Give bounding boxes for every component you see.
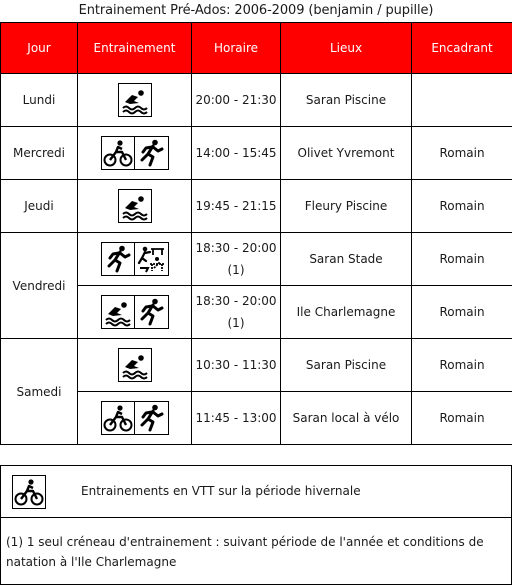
header-horaire: Horaire — [192, 23, 281, 74]
place-cell: Olivet Yvremont — [281, 127, 412, 180]
activity-cell — [78, 74, 192, 127]
athletics-icon — [135, 242, 169, 276]
time-footnote: (1) — [227, 263, 245, 277]
day-cell: Samedi — [1, 339, 78, 445]
bike-icon — [101, 401, 135, 435]
table-row — [1, 392, 512, 445]
activity-cell — [78, 233, 192, 286]
place-cell: Saran Piscine — [281, 339, 412, 392]
bike-icon — [12, 475, 46, 509]
table-row — [1, 286, 512, 339]
time-text: 19:45 - 21:15 — [195, 199, 277, 213]
table-row — [1, 127, 512, 180]
table-row — [1, 233, 512, 286]
time-cell — [192, 127, 281, 180]
time-text: 18:30 - 20:00 — [195, 294, 277, 308]
activity-cell — [78, 127, 192, 180]
time-cell — [192, 339, 281, 392]
place-cell: Fleury Piscine — [281, 180, 412, 233]
time-cell — [192, 392, 281, 445]
day-cell: Vendredi — [1, 233, 78, 339]
place-cell: Ile Charlemagne — [281, 286, 412, 339]
activity-cell — [78, 180, 192, 233]
day-cell: Jeudi — [1, 180, 78, 233]
coach-cell: Romain — [412, 339, 512, 392]
coach-cell: Romain — [412, 392, 512, 445]
place-cell: Saran Stade — [281, 233, 412, 286]
page-title: Entrainement Pré-Ados: 2006-2009 (benjamin / pupille) — [78, 3, 434, 18]
schedule-table — [0, 22, 512, 445]
activity-cell — [78, 286, 192, 339]
run-icon — [135, 136, 169, 170]
header-row — [1, 23, 512, 74]
header-encadrant: Encadrant — [412, 23, 512, 74]
coach-cell: Romain — [412, 286, 512, 339]
place-cell: Saran Piscine — [281, 74, 412, 127]
header-lieux: Lieux — [281, 23, 412, 74]
header-jour: Jour — [1, 23, 78, 74]
coach-cell: Romain — [412, 127, 512, 180]
day-cell: Lundi — [1, 74, 78, 127]
run-icon — [101, 242, 135, 276]
legend-row — [1, 466, 511, 518]
coach-cell: Romain — [412, 233, 512, 286]
time-text: 11:45 - 13:00 — [195, 411, 277, 425]
time-cell — [192, 286, 281, 339]
swim-icon — [118, 83, 152, 117]
header-entrainement: Entrainement — [78, 23, 192, 74]
activity-cell — [78, 392, 192, 445]
bike-icon — [101, 136, 135, 170]
time-text: 10:30 - 11:30 — [195, 358, 277, 372]
time-cell — [192, 180, 281, 233]
table-row — [1, 339, 512, 392]
time-cell — [192, 233, 281, 286]
table-row — [1, 180, 512, 233]
run-icon — [135, 295, 169, 329]
time-cell — [192, 74, 281, 127]
legend-box — [0, 465, 512, 585]
legend-text: Entrainements en VTT sur la période hivernale — [81, 484, 361, 498]
coach-cell — [412, 74, 512, 127]
run-icon — [135, 401, 169, 435]
day-cell: Mercredi — [1, 127, 78, 180]
activity-cell — [78, 339, 192, 392]
coach-cell: Romain — [412, 180, 512, 233]
footnote: (1) 1 seul créneau d'entrainement : suivant période de l'année et conditions de natation à l'Ile Charlemagne — [6, 535, 484, 569]
time-text: 14:00 - 15:45 — [195, 146, 277, 160]
time-text: 18:30 - 20:00 — [195, 241, 277, 255]
swim-icon — [118, 348, 152, 382]
swim-icon — [118, 189, 152, 223]
swim-icon — [101, 295, 135, 329]
time-text: 20:00 - 21:30 — [195, 93, 277, 107]
table-row — [1, 74, 512, 127]
time-footnote: (1) — [227, 316, 245, 330]
place-cell: Saran local à vélo — [281, 392, 412, 445]
